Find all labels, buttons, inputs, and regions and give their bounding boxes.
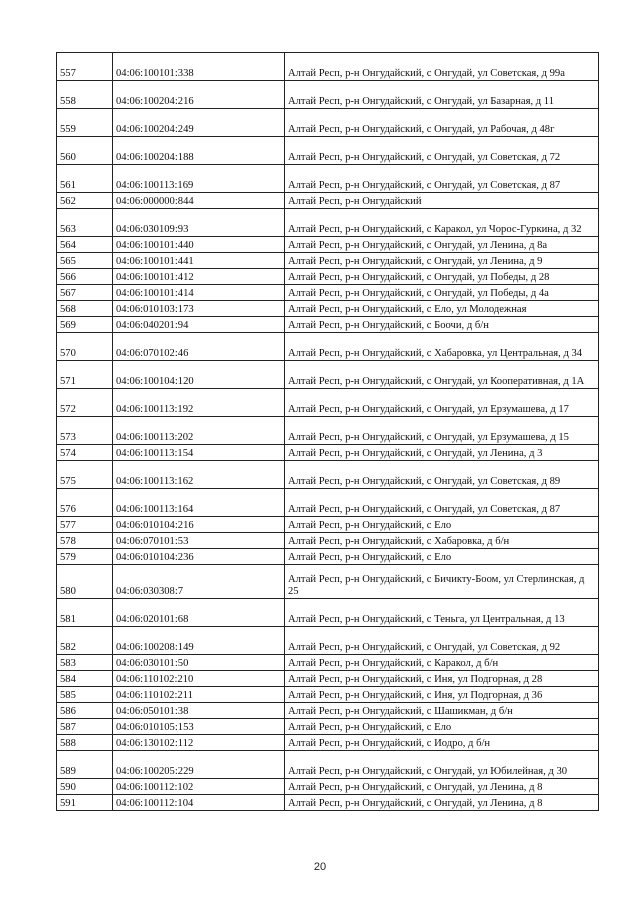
address: Алтай Респ, р-н Онгудайский, с Онгудай, ул Советская, д 89 [285,461,599,489]
cadastral-number: 04:06:110102:210 [113,671,285,687]
address: Алтай Респ, р-н Онгудайский, с Онгудай, ул Ленина, д 9 [285,253,599,269]
cadastral-number: 04:06:100101:440 [113,237,285,253]
row-number: 559 [57,109,113,137]
table-row [57,735,599,751]
row-number: 572 [57,389,113,417]
row-number: 566 [57,269,113,285]
row-number: 560 [57,137,113,165]
cadastral-number: 04:06:030109:93 [113,209,285,237]
table-row [57,253,599,269]
address: Алтай Респ, р-н Онгудайский, с Бичикту-Боом, ул Стерлинская, д 25 [285,565,599,599]
table-row [57,517,599,533]
table-row [57,317,599,333]
table-row [57,53,599,81]
table-row [57,627,599,655]
address: Алтай Респ, р-н Онгудайский, с Онгудай, ул Ерзумашева, д 15 [285,417,599,445]
cadastral-number: 04:06:070101:53 [113,533,285,549]
row-number: 579 [57,549,113,565]
cadastral-number: 04:06:010105:153 [113,719,285,735]
address: Алтай Респ, р-н Онгудайский, с Онгудай, ул Советская, д 99а [285,53,599,81]
row-number: 561 [57,165,113,193]
address: Алтай Респ, р-н Онгудайский, с Иодро, д б/н [285,735,599,751]
address: Алтай Респ, р-н Онгудайский, с Онгудай, ул Юбилейная, д 30 [285,751,599,779]
table-row [57,565,599,599]
table-row [57,285,599,301]
table-row [57,333,599,361]
address: Алтай Респ, р-н Онгудайский, с Ело [285,549,599,565]
cadastral-number: 04:06:100205:229 [113,751,285,779]
row-number: 581 [57,599,113,627]
row-number: 574 [57,445,113,461]
table-row [57,81,599,109]
row-number: 577 [57,517,113,533]
address: Алтай Респ, р-н Онгудайский, с Теньга, ул Центральная, д 13 [285,599,599,627]
address: Алтай Респ, р-н Онгудайский, с Каракол, д б/н [285,655,599,671]
table-row [57,599,599,627]
table-row [57,549,599,565]
row-number: 587 [57,719,113,735]
table-row [57,795,599,811]
row-number: 569 [57,317,113,333]
table-row [57,655,599,671]
cadastral-number: 04:06:130102:112 [113,735,285,751]
cadastral-number: 04:06:100204:249 [113,109,285,137]
row-number: 570 [57,333,113,361]
row-number: 576 [57,489,113,517]
row-number: 589 [57,751,113,779]
property-table [56,52,599,811]
cadastral-number: 04:06:100113:192 [113,389,285,417]
cadastral-number: 04:06:030308:7 [113,565,285,599]
page-number: 20 [313,861,327,873]
cadastral-number: 04:06:070102:46 [113,333,285,361]
address: Алтай Респ, р-н Онгудайский, с Онгудай, ул Советская, д 92 [285,627,599,655]
table-row [57,703,599,719]
row-number: 583 [57,655,113,671]
table-row [57,417,599,445]
cadastral-number: 04:06:100208:149 [113,627,285,655]
row-number: 567 [57,285,113,301]
cadastral-number: 04:06:020101:68 [113,599,285,627]
table-row [57,109,599,137]
table-row [57,301,599,317]
row-number: 557 [57,53,113,81]
address: Алтай Респ, р-н Онгудайский, с Иня, ул Подгорная, д 28 [285,671,599,687]
row-number: 586 [57,703,113,719]
cadastral-number: 04:06:100113:164 [113,489,285,517]
cadastral-number: 04:06:100113:162 [113,461,285,489]
row-number: 564 [57,237,113,253]
cadastral-number: 04:06:030101:50 [113,655,285,671]
cadastral-number: 04:06:100101:338 [113,53,285,81]
row-number: 575 [57,461,113,489]
cadastral-number: 04:06:100112:102 [113,779,285,795]
table-row [57,687,599,703]
table-row [57,461,599,489]
address: Алтай Респ, р-н Онгудайский, с Онгудай, ул Рабочая, д 48г [285,109,599,137]
cadastral-number: 04:06:050101:38 [113,703,285,719]
address: Алтай Респ, р-н Онгудайский, с Онгудай, ул Советская, д 72 [285,137,599,165]
table-row [57,165,599,193]
table-row [57,237,599,253]
cadastral-number: 04:06:100112:104 [113,795,285,811]
table-row [57,361,599,389]
address: Алтай Респ, р-н Онгудайский, с Онгудай, ул Базарная, д 11 [285,81,599,109]
cadastral-number: 04:06:010103:173 [113,301,285,317]
cadastral-number: 04:06:100113:169 [113,165,285,193]
address: Алтай Респ, р-н Онгудайский, с Хабаровка, д б/н [285,533,599,549]
address: Алтай Респ, р-н Онгудайский, с Онгудай, ул Ерзумашева, д 17 [285,389,599,417]
row-number: 591 [57,795,113,811]
table-row [57,533,599,549]
table-row [57,779,599,795]
address: Алтай Респ, р-н Онгудайский, с Онгудай, ул Победы, д 28 [285,269,599,285]
row-number: 582 [57,627,113,655]
row-number: 571 [57,361,113,389]
row-number: 580 [57,565,113,599]
row-number: 565 [57,253,113,269]
address: Алтай Респ, р-н Онгудайский, с Онгудай, ул Ленина, д 8а [285,237,599,253]
table-row [57,445,599,461]
cadastral-number: 04:06:100101:414 [113,285,285,301]
table-row [57,193,599,209]
cadastral-number: 04:06:100113:154 [113,445,285,461]
row-number: 568 [57,301,113,317]
address: Алтай Респ, р-н Онгудайский, с Онгудай, ул Ленина, д 8 [285,795,599,811]
row-number: 585 [57,687,113,703]
cadastral-number: 04:06:100101:441 [113,253,285,269]
address: Алтай Респ, р-н Онгудайский, с Онгудай, ул Советская, д 87 [285,165,599,193]
table-row [57,671,599,687]
address: Алтай Респ, р-н Онгудайский, с Онгудай, ул Ленина, д 8 [285,779,599,795]
row-number: 584 [57,671,113,687]
row-number: 590 [57,779,113,795]
cadastral-number: 04:06:040201:94 [113,317,285,333]
cadastral-number: 04:06:100104:120 [113,361,285,389]
address: Алтай Респ, р-н Онгудайский, с Онгудай, ул Советская, д 87 [285,489,599,517]
address: Алтай Респ, р-н Онгудайский, с Ело [285,719,599,735]
table-row [57,719,599,735]
cadastral-number: 04:06:100101:412 [113,269,285,285]
row-number: 588 [57,735,113,751]
row-number: 558 [57,81,113,109]
address: Алтай Респ, р-н Онгудайский, с Онгудай, ул Кооперативная, д 1А [285,361,599,389]
address: Алтай Респ, р-н Онгудайский, с Шашикман, д б/н [285,703,599,719]
address: Алтай Респ, р-н Онгудайский, с Ело [285,517,599,533]
row-number: 562 [57,193,113,209]
table-row [57,269,599,285]
cadastral-number: 04:06:100204:216 [113,81,285,109]
table-row [57,209,599,237]
row-number: 573 [57,417,113,445]
table-row [57,751,599,779]
cadastral-number: 04:06:100113:202 [113,417,285,445]
table-row [57,489,599,517]
table-row [57,389,599,417]
cadastral-number: 04:06:110102:211 [113,687,285,703]
table-row [57,137,599,165]
address: Алтай Респ, р-н Онгудайский, с Онгудай, ул Победы, д 4а [285,285,599,301]
cadastral-number: 04:06:010104:216 [113,517,285,533]
row-number: 563 [57,209,113,237]
address: Алтай Респ, р-н Онгудайский, с Онгудай, ул Ленина, д 3 [285,445,599,461]
address: Алтай Респ, р-н Онгудайский, с Боочи, д б/н [285,317,599,333]
address: Алтай Респ, р-н Онгудайский, с Ело, ул Молодежная [285,301,599,317]
address: Алтай Респ, р-н Онгудайский, с Иня, ул Подгорная, д 36 [285,687,599,703]
address: Алтай Респ, р-н Онгудайский, с Каракол, ул Чорос-Гуркина, д 32 [285,209,599,237]
cadastral-number: 04:06:000000:844 [113,193,285,209]
cadastral-number: 04:06:100204:188 [113,137,285,165]
cadastral-number: 04:06:010104:236 [113,549,285,565]
address: Алтай Респ, р-н Онгудайский [285,193,599,209]
address: Алтай Респ, р-н Онгудайский, с Хабаровка, ул Центральная, д 34 [285,333,599,361]
row-number: 578 [57,533,113,549]
